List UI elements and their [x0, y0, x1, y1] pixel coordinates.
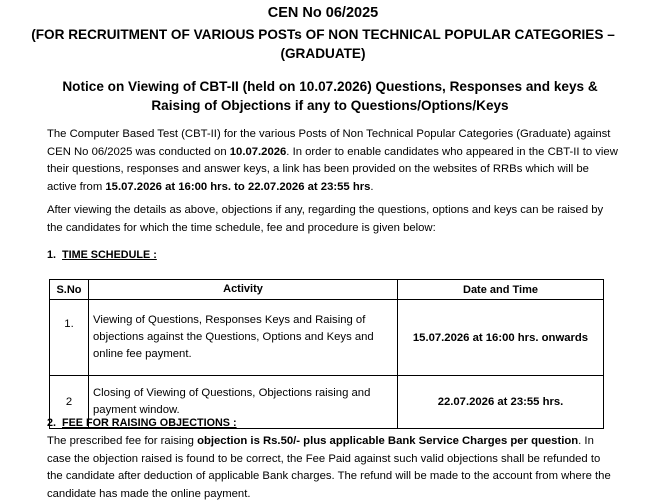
active-period: 15.07.2026 at 16:00 hrs. to 22.07.2026 at 23:55 hrs: [105, 180, 371, 193]
row-activity: Viewing of Questions, Responses Keys and Raising of objections against the Questions, Options and Keys and online fee payment.: [89, 300, 398, 376]
section-time-schedule: [47, 249, 157, 261]
intro-paragraph: [47, 126, 619, 196]
row-sno: 1.: [50, 300, 89, 376]
row-sno: 2: [50, 376, 89, 429]
section-fee: [47, 417, 237, 429]
notice-heading: Notice on Viewing of CBT-II (held on 10.07.2026) Questions, Responses and keys & Raising of Objections if any to Questions/Options/Keys: [62, 79, 598, 113]
section-title: TIME SCHEDULE :: [62, 249, 157, 261]
section-number: 2.: [47, 417, 57, 429]
intro-text-2: . In order to enable candidates who appeared in the CBT-II to view their questions, responses and answer keys, a link has been provided on the websites of RRBs which will be active from: [47, 145, 618, 193]
exam-date: 10.07.2026: [229, 145, 287, 158]
intro-text-3: .: [370, 180, 374, 193]
objections-paragraph: After viewing the details as above, objections if any, regarding the questions, options and keys can be raised by the candidates for which the time schedule, fee and procedure is given below:: [47, 204, 604, 234]
header-activity: Activity: [89, 280, 398, 300]
schedule-table: [49, 279, 604, 429]
fee-amount: objection is Rs.50/- plus applicable Bank Service Charges per question: [197, 435, 579, 447]
row-date: 15.07.2026 at 16:00 hrs. onwards: [398, 300, 604, 376]
fee-text-2: . In case the objection raised is found to be correct, the Fee Paid against such valid objections shall be refunded to the candidate after deduction of applicable Bank charges. The refund will be made to the account from where the candidate has made the online payment.: [47, 435, 611, 500]
document-subtitle: (FOR RECRUITMENT OF VARIOUS POSTs OF NON TECHNICAL POPULAR CATEGORIES – (GRADUATE): [31, 27, 615, 61]
row-date: 22.07.2026 at 23:55 hrs.: [398, 376, 604, 429]
intro-text-1: The Computer Based Test (CBT-II) for the various Posts of Non Technical Popular Categories (Graduate) against CEN No 06/2025 was conducted on: [47, 128, 611, 158]
section-number: 1.: [47, 249, 57, 261]
fee-paragraph: [47, 433, 619, 503]
section-title: FEE FOR RAISING OBJECTIONS :: [62, 417, 237, 429]
table-header-row: [50, 280, 604, 300]
header-sno: S.No: [50, 280, 89, 300]
row-activity: Closing of Viewing of Questions, Objections raising and payment window.: [89, 376, 398, 429]
header-date: Date and Time: [398, 280, 604, 300]
document-title: CEN No 06/2025: [267, 5, 379, 21]
table-row: [50, 300, 604, 376]
fee-text-1: The prescribed fee for raising: [47, 435, 198, 447]
